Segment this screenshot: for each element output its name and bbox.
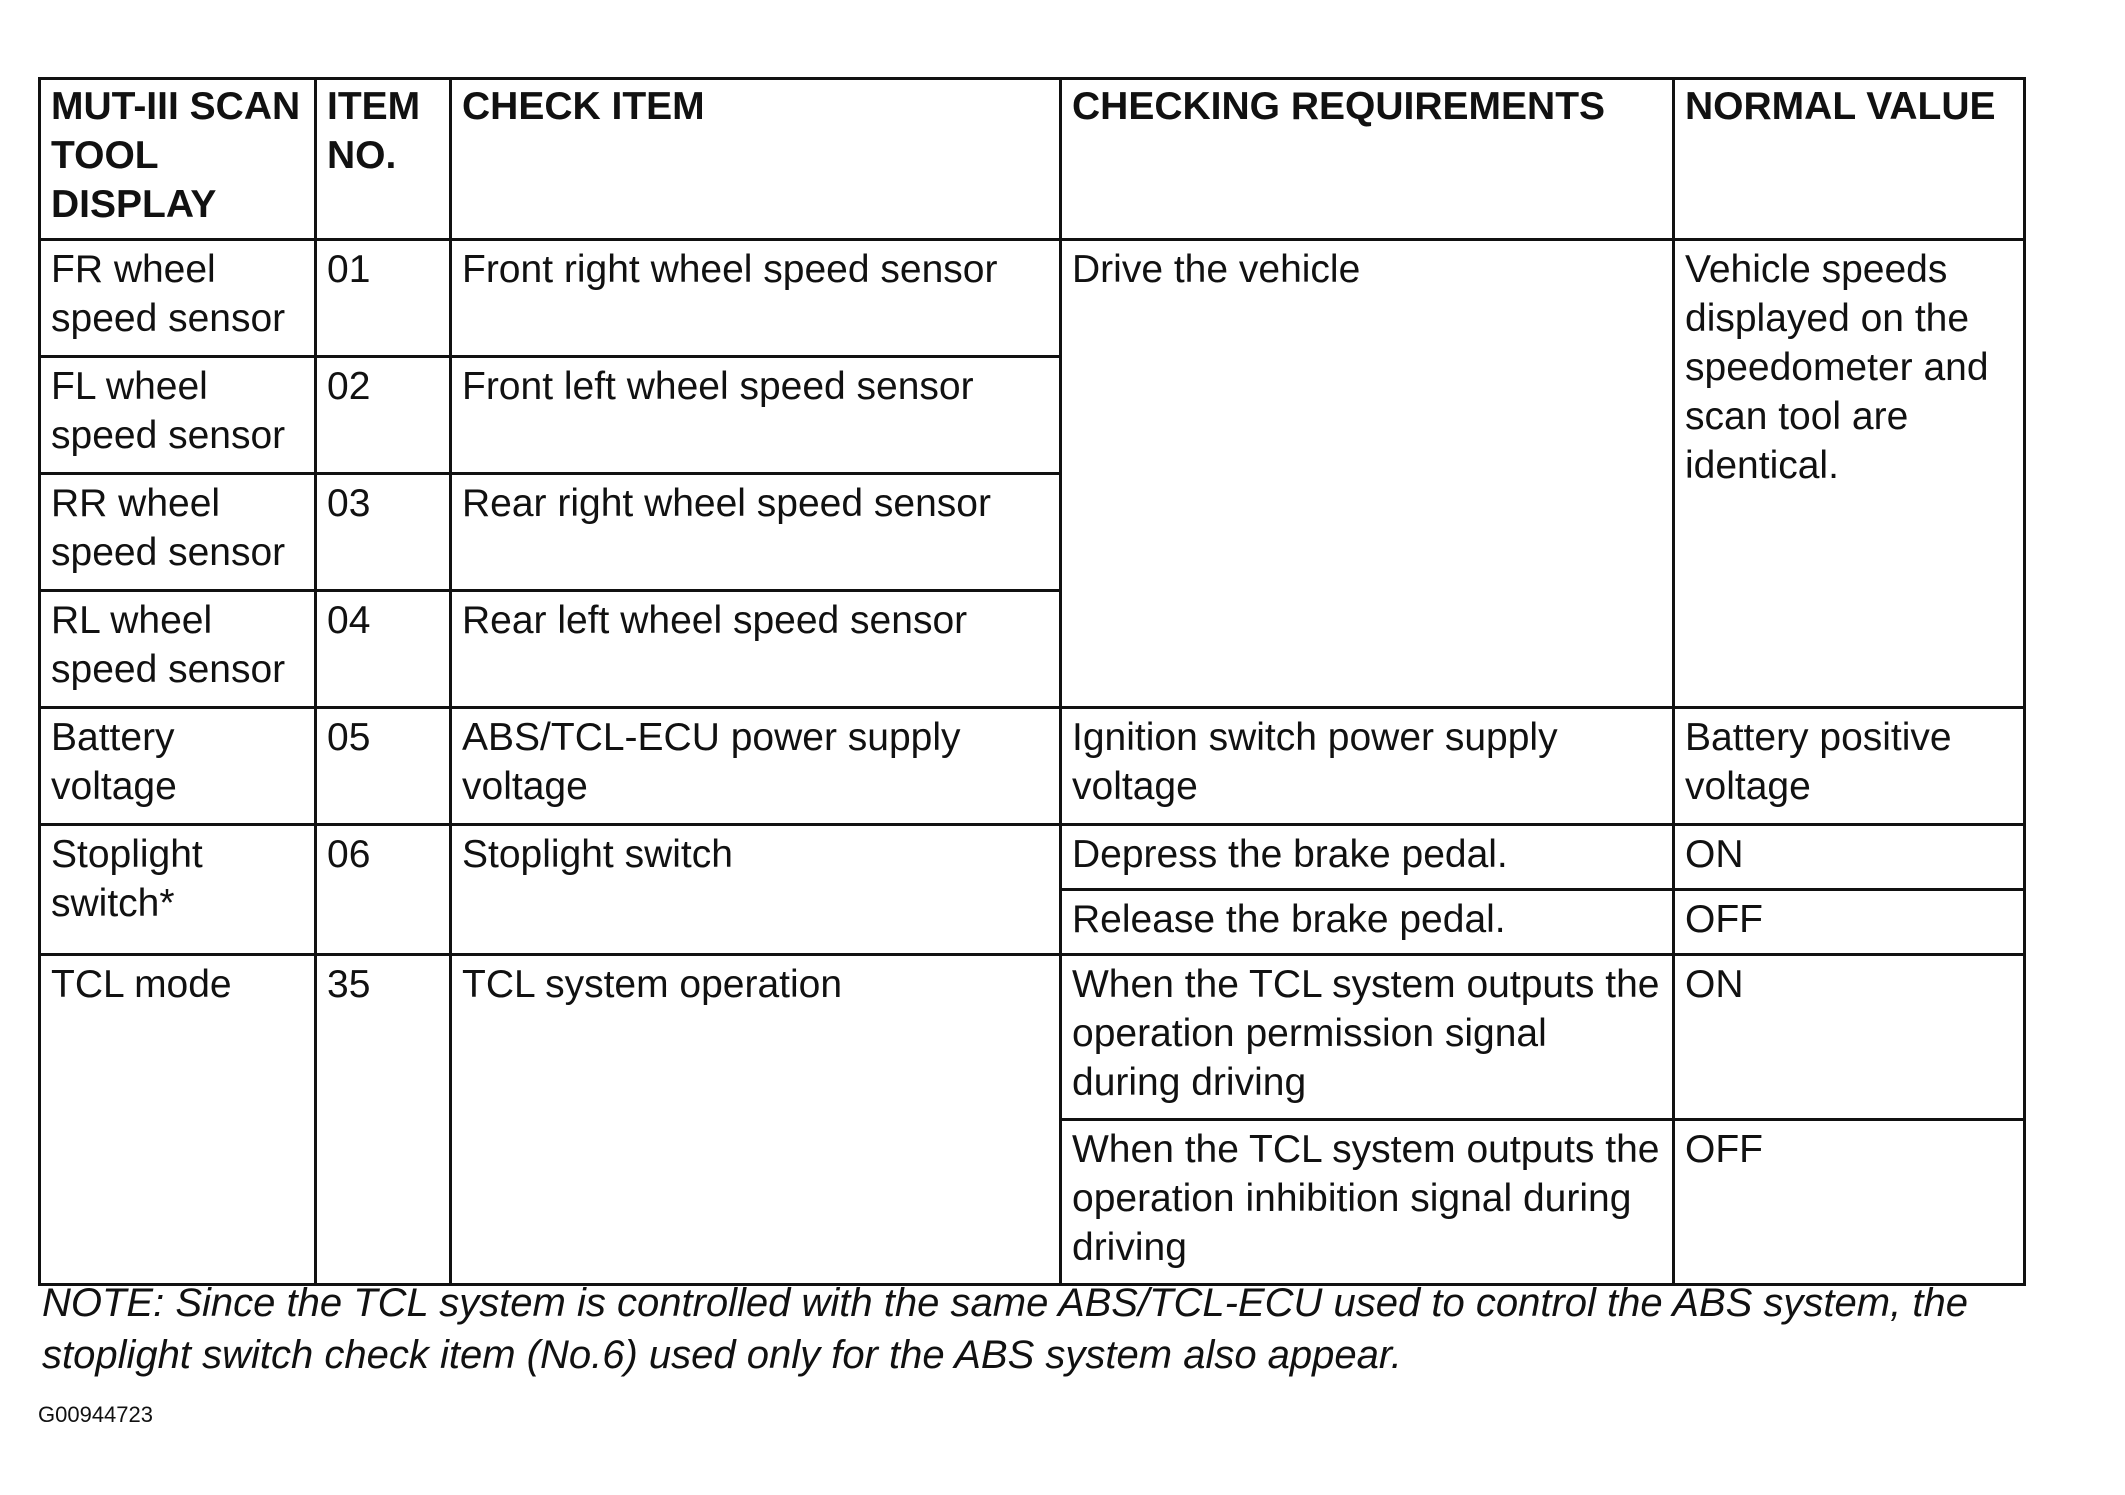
cell-item-no: 02 [316, 357, 451, 474]
table-row-tcl-mode [40, 955, 2025, 1120]
cell-item-no: 06 [316, 825, 451, 955]
cell-requirement: Release the brake pedal. [1061, 890, 1674, 955]
cell-check-item: TCL system operation [451, 955, 1061, 1285]
cell-item-no: 03 [316, 474, 451, 591]
header-check-item: CHECK ITEM [451, 79, 1061, 240]
table-header-row [40, 79, 2025, 240]
cell-item-no: 05 [316, 708, 451, 825]
cell-check-item: Front left wheel speed sensor [451, 357, 1061, 474]
cell-display: RR wheel speed sensor [40, 474, 316, 591]
cell-display: FR wheel speed sensor [40, 240, 316, 357]
note-text: NOTE: Since the TCL system is controlled with the same ABS/TCL-ECU used to control the ABS system, the stoplight switch check item (No.6) used only for the ABS system also appear. [42, 1281, 1968, 1377]
cell-requirement: When the TCL system outputs the operation permission signal during driving [1061, 955, 1674, 1120]
cell-normal-value: Battery positive voltage [1674, 708, 2025, 825]
cell-check-item: Rear left wheel speed sensor [451, 591, 1061, 708]
cell-display: FL wheel speed sensor [40, 357, 316, 474]
table-row-battery [40, 708, 2025, 825]
cell-wheel-normal-value: Vehicle speeds displayed on the speedometer and scan tool are identical. [1674, 240, 2025, 708]
cell-display: Battery voltage [40, 708, 316, 825]
cell-requirement: When the TCL system outputs the operation inhibition signal during driving [1061, 1120, 1674, 1285]
cell-wheel-requirement: Drive the vehicle [1061, 240, 1674, 708]
figure-id: G00944723 [38, 1402, 153, 1427]
cell-item-no: 35 [316, 955, 451, 1285]
cell-display: RL wheel speed sensor [40, 591, 316, 708]
cell-check-item: Rear right wheel speed sensor [451, 474, 1061, 591]
cell-normal-value: OFF [1674, 890, 2025, 955]
cell-normal-value: ON [1674, 955, 2025, 1120]
cell-requirement: Ignition switch power supply voltage [1061, 708, 1674, 825]
cell-requirement: Depress the brake pedal. [1061, 825, 1674, 890]
table-row-stoplight [40, 825, 2025, 890]
cell-item-no: 01 [316, 240, 451, 357]
cell-check-item: Stoplight switch [451, 825, 1061, 955]
header-checking-requirements: CHECKING REQUIREMENTS [1061, 79, 1674, 240]
scan-tool-data-table [38, 77, 2026, 1286]
table-row-fr-wheel [40, 240, 2025, 357]
header-scan-tool-display: MUT-III SCAN TOOL DISPLAY [40, 79, 316, 240]
cell-display: Stoplight switch* [40, 825, 316, 955]
cell-display: TCL mode [40, 955, 316, 1285]
cell-check-item: ABS/TCL-ECU power supply voltage [451, 708, 1061, 825]
cell-check-item: Front right wheel speed sensor [451, 240, 1061, 357]
cell-normal-value: OFF [1674, 1120, 2025, 1285]
cell-item-no: 04 [316, 591, 451, 708]
header-item-no: ITEM NO. [316, 79, 451, 240]
cell-normal-value: ON [1674, 825, 2025, 890]
header-normal-value: NORMAL VALUE [1674, 79, 2025, 240]
